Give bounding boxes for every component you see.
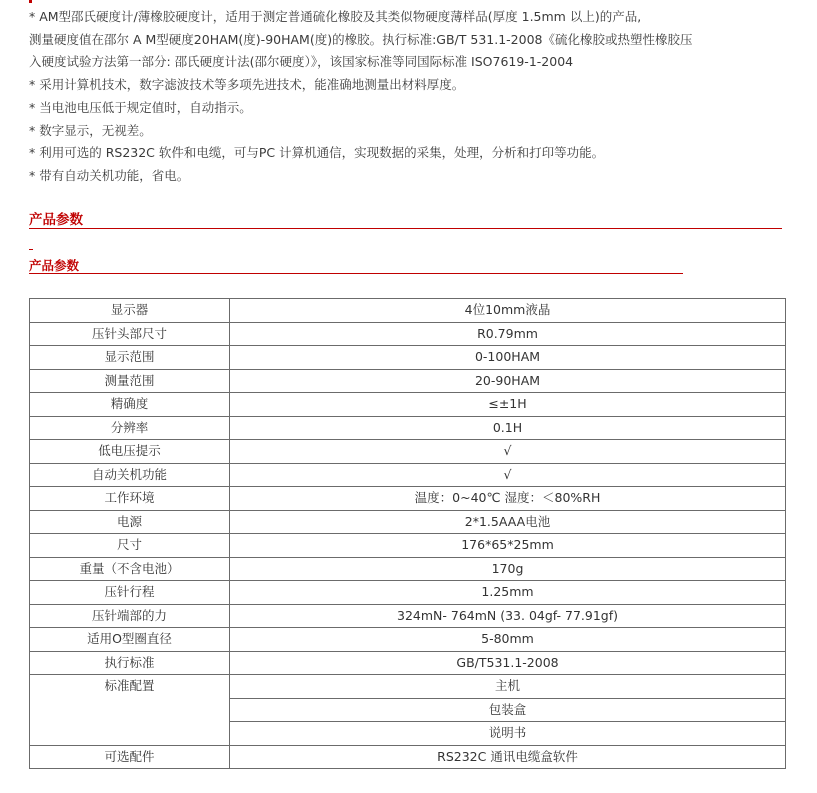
feature-line: * 数字显示，无视差。	[29, 122, 152, 138]
table-row	[30, 581, 786, 605]
spec-value: 4位10mm液晶	[230, 299, 786, 323]
table-row	[30, 369, 786, 393]
section-heading-text: 产品参数	[29, 212, 83, 228]
spec-label: 电源	[30, 510, 230, 534]
spec-label: 压针头部尺寸	[30, 322, 230, 346]
table-row	[30, 557, 786, 581]
section-heading-product-params	[29, 212, 782, 229]
feature-line: * 利用可选的 RS232C 软件和电缆，可与PC 计算机通信，实现数据的采集，处理，分析和打印等功能。	[29, 145, 605, 161]
spec-label: 显示范围	[30, 346, 230, 370]
table-row	[30, 651, 786, 675]
spec-label: 可选配件	[30, 745, 230, 769]
table-row	[30, 346, 786, 370]
table-row	[30, 322, 786, 346]
spec-label: 压针行程	[30, 581, 230, 605]
table-row	[30, 299, 786, 323]
section-heading-product-params-secondary	[29, 259, 683, 274]
top-accent-mark	[29, 0, 32, 3]
table-row	[30, 510, 786, 534]
spec-value: 主机	[230, 675, 786, 699]
spec-value: GB/T531.1-2008	[230, 651, 786, 675]
spec-label: 精确度	[30, 393, 230, 417]
spec-value: 1.25mm	[230, 581, 786, 605]
spec-label: 尺寸	[30, 534, 230, 558]
table-row	[30, 675, 786, 699]
spec-value: 324mN- 764mN (33. 04gf- 77.91gf)	[230, 604, 786, 628]
spec-label-standard-config: 标准配置	[30, 675, 230, 746]
spec-label: 适用O型圈直径	[30, 628, 230, 652]
spec-value: 0.1H	[230, 416, 786, 440]
table-row	[30, 534, 786, 558]
spec-label: 测量范围	[30, 369, 230, 393]
feature-line: * 当电池电压低于规定值时，自动指示。	[29, 99, 252, 115]
feature-list	[29, 6, 799, 188]
section-heading-text: 产品参数	[29, 258, 80, 273]
spec-label: 重量（不含电池）	[30, 557, 230, 581]
spec-label: 工作环境	[30, 487, 230, 511]
feature-line: 测量硬度值在邵尔 A M型硬度20HAM(度)-90HAM(度)的橡胶。执行标准:GB/T 531.1-2008《硫化橡胶或热塑性橡胶压	[29, 31, 693, 47]
spec-value: R0.79mm	[230, 322, 786, 346]
table-row	[30, 745, 786, 769]
spec-table	[29, 298, 786, 769]
table-row	[30, 463, 786, 487]
spec-value: √	[230, 463, 786, 487]
divider-mark	[29, 249, 33, 250]
table-row	[30, 393, 786, 417]
spec-value: 包装盒	[230, 698, 786, 722]
spec-value: 170g	[230, 557, 786, 581]
spec-value: ≤±1H	[230, 393, 786, 417]
feature-line: * 带有自动关机功能，省电。	[29, 167, 190, 183]
spec-value: 温度：0~40℃ 湿度：＜80%RH	[230, 487, 786, 511]
spec-value: 2*1.5AAA电池	[230, 510, 786, 534]
spec-value: √	[230, 440, 786, 464]
table-row	[30, 628, 786, 652]
feature-line: 入硬度试验方法第一部分: 邵氏硬度计法(邵尔硬度）》，该国家标准等同国际标准 ISO7619-1-2004	[29, 54, 574, 70]
table-row	[30, 440, 786, 464]
spec-label: 低电压提示	[30, 440, 230, 464]
spec-label: 压针端部的力	[30, 604, 230, 628]
spec-value: 说明书	[230, 722, 786, 746]
table-row	[30, 416, 786, 440]
table-row	[30, 487, 786, 511]
spec-value: 176*65*25mm	[230, 534, 786, 558]
spec-label: 自动关机功能	[30, 463, 230, 487]
spec-label: 分辨率	[30, 416, 230, 440]
spec-value: 5-80mm	[230, 628, 786, 652]
spec-label: 显示器	[30, 299, 230, 323]
feature-line: * 采用计算机技术，数字滤波技术等多项先进技术，能准确地测量出材料厚度。	[29, 77, 465, 93]
feature-line: * AM型邵氏硬度计/薄橡胶硬度计，适用于测定普通硫化橡胶及其类似物硬度薄样品(厚度 1.5mm 以上)的产品,	[29, 9, 642, 24]
spec-value: 0-100HAM	[230, 346, 786, 370]
spec-value: RS232C 通讯电缆盒软件	[230, 745, 786, 769]
spec-label: 执行标准	[30, 651, 230, 675]
table-row	[30, 604, 786, 628]
spec-value: 20-90HAM	[230, 369, 786, 393]
